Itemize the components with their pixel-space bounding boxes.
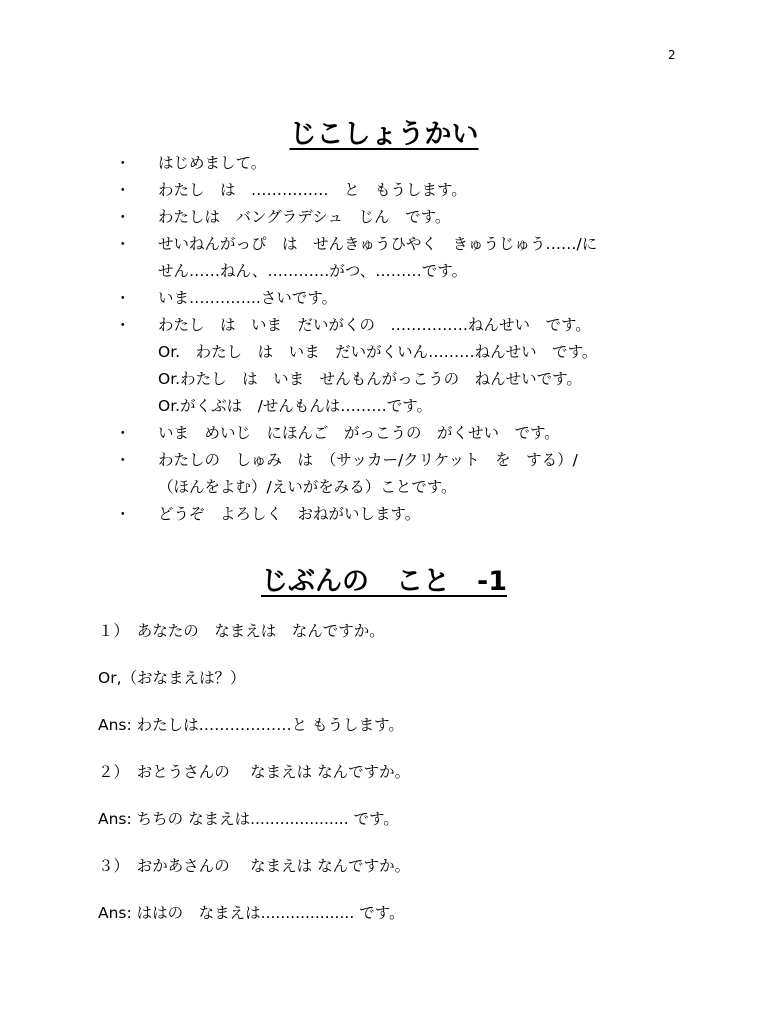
list-item [0,177,768,204]
answer-3: Ans: ははの なまえは................... です。 [98,904,405,922]
answer-1: Ans: わたしは………………と もうします。 [98,716,404,734]
list-item-text-continued: せん……ねん、…………がつ、………です。 [158,262,468,280]
list-item-text-continued: （ほんをよむ）/えいがをみる）ことです。 [158,478,457,496]
section-title-about-myself: じぶんの こと -1 [261,566,507,597]
list-item-text: どうぞ よろしく おねがいします。 [158,505,421,523]
self-introduction-list [0,150,768,528]
question-1: １） あなたの なまえは なんですか。 [98,622,385,640]
list-item [0,285,768,312]
bullet-dot: ・ [115,316,131,334]
list-item [0,150,768,177]
bullet-dot: ・ [115,181,131,199]
bullet-dot: ・ [115,235,131,253]
question-2: ２） おとうさんの なまえは なんですか。 [98,763,411,781]
list-item [0,204,768,231]
list-item-text: いま…………..さいです。 [158,289,338,307]
question-3: ３） おかあさんの なまえは なんですか。 [98,857,411,875]
list-item-text: Or. わたし は いま だいがくいん………ねんせい です。 [158,343,598,361]
list-item-alternative [0,339,768,366]
bullet-dot: ・ [115,505,131,523]
question-1-alternative: Or,（おなまえは？） [98,669,246,687]
bullet-dot: ・ [115,154,131,172]
list-item [0,447,768,501]
section-title-self-introduction: じこしょうかい [289,119,479,150]
page-number: 2 [668,48,676,62]
list-item-text: わたしは バングラデシュ じん です。 [158,208,451,226]
list-item-text: Or.わたし は いま せんもんがっこうの ねんせいです。 [158,370,582,388]
list-item-text: わたし は いま だいがくの ……………ねんせい です。 [158,316,591,334]
list-item-alternative [0,393,768,420]
list-item-alternative [0,366,768,393]
list-item-text: いま めいじ にほんご がっこうの がくせい です。 [158,424,560,442]
bullet-dot: ・ [115,424,131,442]
list-item-text: Or.がくぶは /せんもんは………です。 [158,397,433,415]
list-item-text: わたし は …………… と もうします。 [158,181,467,199]
answer-2: Ans: ちちの なまえは.................... です。 [98,810,399,828]
list-item [0,231,768,285]
list-item [0,420,768,447]
list-item [0,501,768,528]
list-item [0,312,768,339]
bullet-dot: ・ [115,289,131,307]
bullet-dot: ・ [115,208,131,226]
list-item-text: わたしの しゅみ は （サッカー/クリケット を する）/ [158,451,578,469]
list-item-text: せいねんがっぴ は せんきゅうひやく きゅうじゅう……/に [158,235,598,253]
list-item-text: はじめまして。 [158,154,267,172]
bullet-dot: ・ [115,451,131,469]
